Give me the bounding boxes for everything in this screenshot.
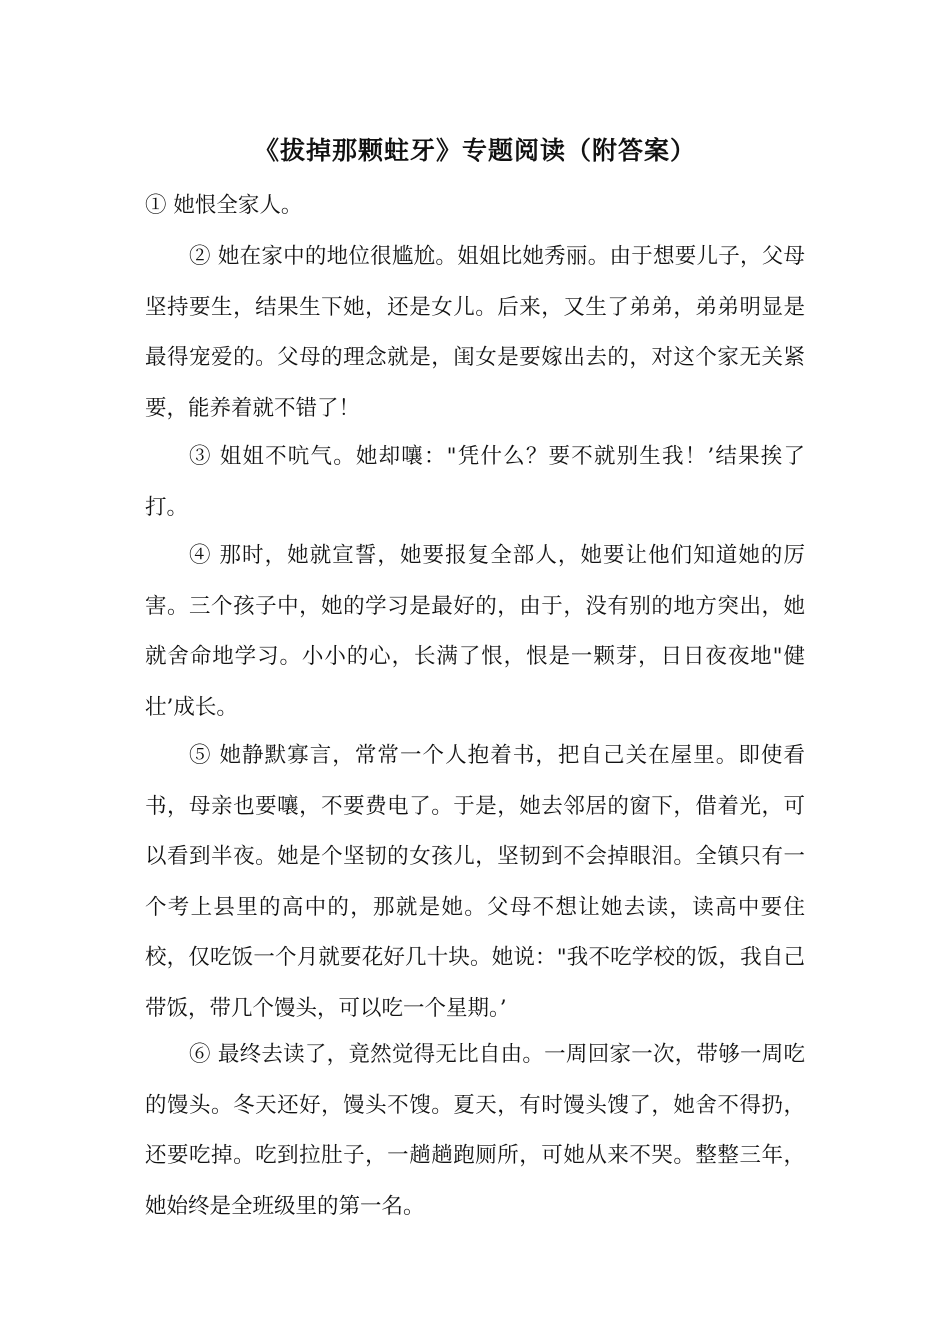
paragraph-5: ⑤ 她静默寡言，常常一个人抱着书，把自己关在屋里。即使看书，母亲也要嚷，不要费电了。于是，她去邻居的窗下，借着光，可以看到半夜。她是个坚韧的女孩儿，坚韧到不会掉眼泪。全镇只有一个考上县里的高中的，那就是她。父母不想让她去读，读高中要住校，仅吃饭一个月就要花好几十块。她说："我不吃学校的饭，我自己带饭，带几个馒头，可以吃一个星期。’ — [145, 743, 805, 1021]
paragraph-4: ④ 那时，她就宣誓，她要报复全部人，她要让他们知道她的厉害。三个孩子中，她的学习是最好的，由于，没有别的地方突出，她就舍命地学习。小小的心，长满了恨，恨是一颗芽，日日夜夜地"健壮’成长。 — [145, 543, 805, 720]
paragraph-2: ② 她在家中的地位很尴尬。姐姐比她秀丽。由于想要儿子，父母坚持要生，结果生下她，还是女儿。后来，又生了弟弟，弟弟明显是最得宠爱的。父母的理念就是，闺女是要嫁出去的，对这个家无关紧要，能养着就不错了！ — [145, 244, 805, 421]
paragraph-3: ③ 姐姐不吭气。她却嚷："凭什么？要不就别生我！’结果挨了打。 — [145, 444, 805, 520]
document-title: 《拔掉那颗蛀牙》专题阅读（附答案） — [253, 136, 696, 165]
paragraph-1: ① 她恨全家人。 — [145, 193, 303, 218]
paragraph-6: ⑥ 最终去读了，竟然觉得无比自由。一周回家一次，带够一周吃的馒头。冬天还好，馒头不馊。夏天，有时馒头馊了，她舍不得扔，还要吃掉。吃到拉肚子，一趟趟跑厕所，可她从来不哭。整整三年，她始终是全班级里的第一名。 — [145, 1042, 805, 1219]
